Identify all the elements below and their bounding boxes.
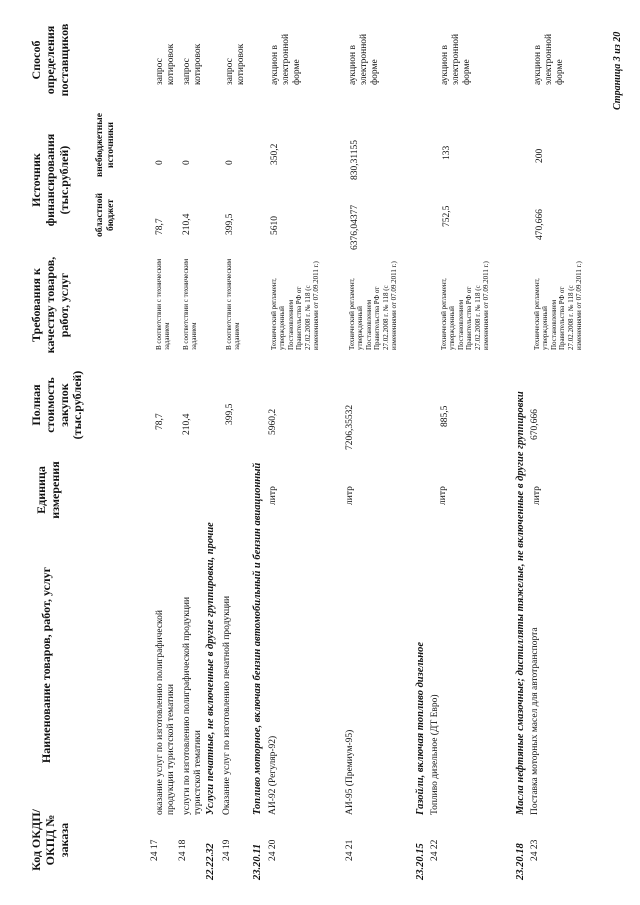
row-cost: 7206,35532: [345, 404, 355, 450]
row-extra: 0: [225, 160, 235, 165]
group-code: 23.20.18: [515, 843, 526, 880]
row-name: услуги по изготовлению полиграфической продукции туристской тематики: [182, 596, 203, 815]
group-title: Топливо моторное, включая бензин автомобильный и бензин авиационный: [252, 462, 263, 815]
row-extra: 200: [535, 148, 545, 163]
row-regional: 210,4: [182, 213, 192, 235]
row-name: оказание услуг по изготовлению полиграфической продукции туристской тематики: [155, 609, 176, 815]
row-cost: 670,666: [530, 409, 540, 440]
row-method: аукцион в электронной форме: [348, 33, 380, 85]
row-requirements: В соответствии с техническим заданием: [225, 258, 242, 350]
row-requirements: Технический регламент, утвержденный Постановлением Правительства РФ от 27.02.2008 г. № 118 (с изменениями от 07.09.2011 г.): [440, 261, 490, 350]
row-regional: 470,666: [535, 209, 545, 240]
row-cost: 399,5: [225, 403, 235, 425]
row-method: запрос котировок: [155, 43, 176, 85]
header-source-extra: внебюджетные источники: [95, 113, 116, 177]
row-name: Оказание услуг по изготовлению печатной продукции: [222, 595, 232, 815]
header-requirements: Требования к качеству товаров, работ, услуг: [29, 256, 71, 354]
row-cost: 5960,2: [268, 408, 278, 435]
row-code: 24 22: [430, 839, 440, 861]
row-code: 24 17: [150, 839, 160, 861]
row-name: Поставка моторных масел для автотранспорта: [530, 627, 540, 815]
row-method: запрос котировок: [182, 43, 203, 85]
row-requirements: В соответствии с техническим заданием: [182, 258, 199, 350]
row-cost: 210,4: [182, 413, 192, 435]
row-name: АИ-95 (Премиум-95): [345, 729, 355, 815]
page-number: Страница 3 из 20: [612, 31, 623, 110]
row-regional: 5610: [270, 216, 280, 235]
header-name: Наименование товаров, работ, услуг: [39, 566, 53, 764]
row-unit: литр: [532, 486, 542, 505]
row-code: 24 21: [345, 839, 355, 861]
group-title: Услуги печатные, не включенные в другие группировки, прочие: [205, 522, 216, 815]
row-extra: 0: [182, 160, 192, 165]
row-regional: 78,7: [155, 218, 165, 235]
row-requirements: Технический регламент, утвержденный Постановлением Правительства РФ от 27.02.2008 г. № 118 (с изменениями от 07.09.2011 г.): [270, 261, 320, 350]
row-regional: 6376,04377: [350, 204, 360, 250]
row-method: аукцион в электронной форме: [270, 33, 302, 85]
header-source-regional: областной бюджет: [95, 193, 116, 237]
row-extra: 133: [442, 145, 452, 160]
row-code: 24 18: [178, 839, 188, 861]
row-unit: литр: [268, 486, 278, 505]
header-code: Код ОКДП/ ОКПД № заказа: [29, 809, 71, 871]
row-method: аукцион в электронной форме: [440, 33, 472, 85]
row-requirements: Технический регламент, утвержденный Постановлением Правительства РФ от 27.02.2008 г. № 118 (с изменениями от 07.09.2011 г.): [533, 261, 583, 350]
row-regional: 399,5: [225, 213, 235, 235]
header-cost: Полная стоимость закупок (тыс.рублей): [29, 370, 85, 440]
row-extra: 830,31155: [350, 139, 360, 180]
group-title: Масла нефтяные смазочные; дистилляты тяжелые, не включенные в другие группировки: [515, 391, 526, 815]
row-cost: 885,5: [440, 405, 450, 427]
row-unit: литр: [345, 486, 355, 505]
row-code: 24 23: [530, 839, 540, 861]
group-code: 23.20.15: [415, 843, 426, 880]
row-name: Топливо дизельное (ДТ Евро): [430, 694, 440, 815]
row-unit: литр: [438, 486, 448, 505]
header-source: Источник финансирования (тыс.рублей): [29, 133, 71, 227]
header-method: Способ определения поставщиков: [29, 23, 71, 97]
row-cost: 78,7: [155, 413, 165, 430]
row-requirements: Технический регламент, утвержденный Постановлением Правительства РФ от 27.02.2008 г. № 118 (с изменениями от 07.09.2011 г.): [348, 261, 398, 350]
group-code: 22.22.32: [205, 843, 216, 880]
row-extra: 0: [155, 160, 165, 165]
row-code: 24 19: [222, 839, 232, 861]
row-regional: 752,5: [442, 205, 452, 227]
group-code: 23.20.11: [252, 843, 263, 880]
group-title: Газойли, включая топливо дизельное: [415, 641, 426, 815]
row-requirements: В соответствии с техническим заданием: [155, 258, 172, 350]
row-name: АИ-92 (Регуляр-92): [268, 735, 278, 815]
header-unit: Единица измерения: [34, 461, 62, 519]
row-code: 24 20: [268, 839, 278, 861]
row-method: аукцион в электронной форме: [533, 33, 565, 85]
row-extra: 350,2: [270, 143, 280, 165]
row-method: запрос котировок: [225, 43, 246, 85]
